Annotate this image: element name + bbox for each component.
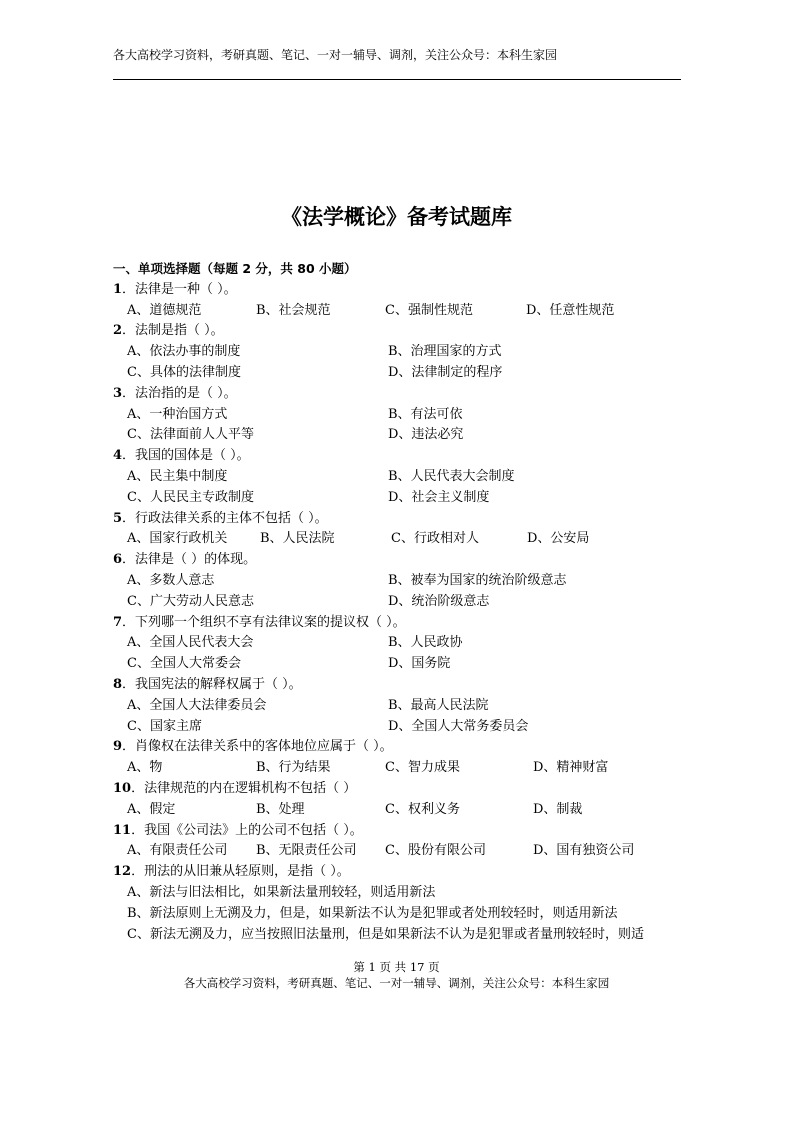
question-text: ．我国宪法的解释权属于（ ）。 bbox=[122, 676, 302, 692]
option-b: B、无限责任公司 bbox=[256, 843, 357, 859]
option-row bbox=[113, 529, 685, 550]
question-stem bbox=[113, 446, 685, 467]
question-stem bbox=[113, 737, 685, 758]
option-c: C、人民民主专政制度 bbox=[127, 489, 254, 505]
option-b: B、新法原则上无溯及力，但是，如果新法不认为是犯罪或者处刑较轻时，则适用新法 bbox=[127, 905, 618, 921]
question-number: 8 bbox=[113, 676, 123, 692]
question-text: ．我国的国体是（ ）。 bbox=[122, 448, 250, 464]
option-a: A、民主集中制度 bbox=[127, 468, 228, 484]
question-text: ．我国《公司法》上的公司不包括（ ）。 bbox=[131, 822, 363, 838]
option-b: B、被奉为国家的统治阶级意志 bbox=[388, 572, 567, 588]
option-c: C、法律面前人人平等 bbox=[127, 427, 254, 443]
question-text: ．法律是（ ）的体现。 bbox=[122, 552, 257, 568]
question-stem bbox=[113, 613, 685, 634]
question-stem bbox=[113, 550, 685, 571]
option-a: A、有限责任公司 bbox=[127, 843, 228, 859]
option-d: D、国务院 bbox=[388, 656, 451, 672]
page-number: 第 1 页 共 17 页 bbox=[353, 960, 440, 974]
question-stem bbox=[113, 280, 685, 301]
option-a: A、新法与旧法相比，如果新法量刑较轻，则适用新法 bbox=[127, 884, 436, 900]
document-title: 《法学概论》备考试题库 bbox=[281, 205, 512, 229]
question-stem bbox=[113, 675, 685, 696]
option-row bbox=[113, 717, 685, 738]
option-row bbox=[113, 571, 685, 592]
option-b: B、人民政协 bbox=[388, 635, 463, 651]
question-number: 12 bbox=[113, 864, 132, 880]
option-row bbox=[113, 342, 685, 363]
option-c: C、行政相对人 bbox=[391, 531, 479, 547]
question-stem bbox=[113, 779, 685, 800]
question-number: 1 bbox=[113, 281, 123, 297]
header-divider bbox=[113, 79, 681, 80]
option-row bbox=[113, 841, 685, 862]
question-stem bbox=[113, 509, 685, 530]
option-c: C、股份有限公司 bbox=[385, 843, 486, 859]
question-number: 11 bbox=[113, 822, 132, 838]
option-b: B、最高人民法院 bbox=[388, 697, 489, 713]
question-body bbox=[113, 259, 685, 945]
page-header-text: 各大高校学习资料，考研真题、笔记、一对一辅导、调剂，关注公众号：本科生家园 bbox=[113, 48, 558, 62]
option-c: C、国家主席 bbox=[127, 718, 202, 734]
option-d: D、公安局 bbox=[527, 531, 590, 547]
option-c: C、强制性规范 bbox=[385, 302, 473, 318]
question-text: ．法律规范的内在逻辑机构不包括（ ） bbox=[131, 780, 357, 796]
option-d: D、社会主义制度 bbox=[388, 489, 490, 505]
option-row bbox=[113, 654, 685, 675]
option-a: A、物 bbox=[127, 760, 163, 776]
option-b: B、人民代表大会制度 bbox=[388, 468, 515, 484]
option-row bbox=[113, 758, 685, 779]
question-number: 3 bbox=[113, 385, 123, 401]
option-b: B、人民法院 bbox=[260, 531, 335, 547]
question-stem bbox=[113, 321, 685, 342]
question-text: ．行政法律关系的主体不包括（ ）。 bbox=[122, 510, 328, 526]
option-row bbox=[113, 633, 685, 654]
question-stem bbox=[113, 862, 685, 883]
option-d: D、国有独资公司 bbox=[533, 843, 635, 859]
option-row bbox=[113, 467, 685, 488]
section-heading: 一、单项选择题（每题 2 分，共 80 小题） bbox=[113, 261, 357, 276]
question-number: 5 bbox=[113, 510, 123, 526]
question-text: ．法治指的是（ ）。 bbox=[122, 385, 237, 401]
option-c: C、具体的法律制度 bbox=[127, 364, 241, 380]
option-row bbox=[113, 425, 685, 446]
option-row bbox=[113, 301, 685, 322]
option-c: C、全国人大常委会 bbox=[127, 656, 241, 672]
question-text: ．肖像权在法律关系中的客体地位应属于（ ）。 bbox=[122, 739, 393, 755]
option-d: D、全国人大常务委员会 bbox=[388, 718, 529, 734]
question-text: ．下列哪一个组织不享有法律议案的提议权（ ）。 bbox=[122, 614, 406, 630]
option-a: A、国家行政机关 bbox=[127, 531, 228, 547]
option-b: B、行为结果 bbox=[256, 760, 331, 776]
option-a: A、全国人大法律委员会 bbox=[127, 697, 267, 713]
option-row bbox=[113, 405, 685, 426]
question-text: ．法制是指（ ）。 bbox=[122, 323, 224, 339]
option-b: B、有法可依 bbox=[388, 406, 463, 422]
question-stem bbox=[113, 384, 685, 405]
question-number: 6 bbox=[113, 552, 123, 568]
option-row bbox=[113, 488, 685, 509]
option-d: D、统治阶级意志 bbox=[388, 593, 490, 609]
question-text: ．法律是一种（ ）。 bbox=[122, 281, 237, 297]
option-c: C、广大劳动人民意志 bbox=[127, 593, 254, 609]
option-c: C、权利义务 bbox=[385, 801, 460, 817]
option-row bbox=[113, 363, 685, 384]
option-d: D、精神财富 bbox=[533, 760, 609, 776]
option-a: A、假定 bbox=[127, 801, 176, 817]
question-stem bbox=[113, 821, 685, 842]
question-number: 9 bbox=[113, 739, 123, 755]
option-b: B、社会规范 bbox=[256, 302, 331, 318]
option-row bbox=[113, 592, 685, 613]
option-c: C、新法无溯及力，应当按照旧法量刑，但是如果新法不认为是犯罪或者量刑较轻时，则适 bbox=[127, 926, 644, 942]
option-a: A、一种治国方式 bbox=[127, 406, 228, 422]
question-number: 2 bbox=[113, 323, 123, 339]
option-b: B、处理 bbox=[256, 801, 305, 817]
option-c: C、智力成果 bbox=[385, 760, 460, 776]
question-text: ．刑法的从旧兼从轻原则，是指（ ）。 bbox=[131, 864, 350, 880]
page-footer-text: 各大高校学习资料，考研真题、笔记、一对一辅导、调剂，关注公众号：本科生家园 bbox=[183, 976, 610, 990]
option-a: A、多数人意志 bbox=[127, 572, 215, 588]
option-d: D、制裁 bbox=[533, 801, 583, 817]
option-d: D、违法必究 bbox=[388, 427, 464, 443]
option-a: A、全国人民代表大会 bbox=[127, 635, 254, 651]
option-d: D、任意性规范 bbox=[526, 302, 615, 318]
option-b: B、治理国家的方式 bbox=[388, 344, 502, 360]
question-number: 4 bbox=[113, 448, 123, 464]
question-number: 7 bbox=[113, 614, 123, 630]
option-row bbox=[113, 696, 685, 717]
option-d: D、法律制定的程序 bbox=[388, 364, 503, 380]
option-a: A、道德规范 bbox=[127, 302, 202, 318]
question-number: 10 bbox=[113, 780, 132, 796]
option-a: A、依法办事的制度 bbox=[127, 344, 241, 360]
option-row bbox=[113, 800, 685, 821]
